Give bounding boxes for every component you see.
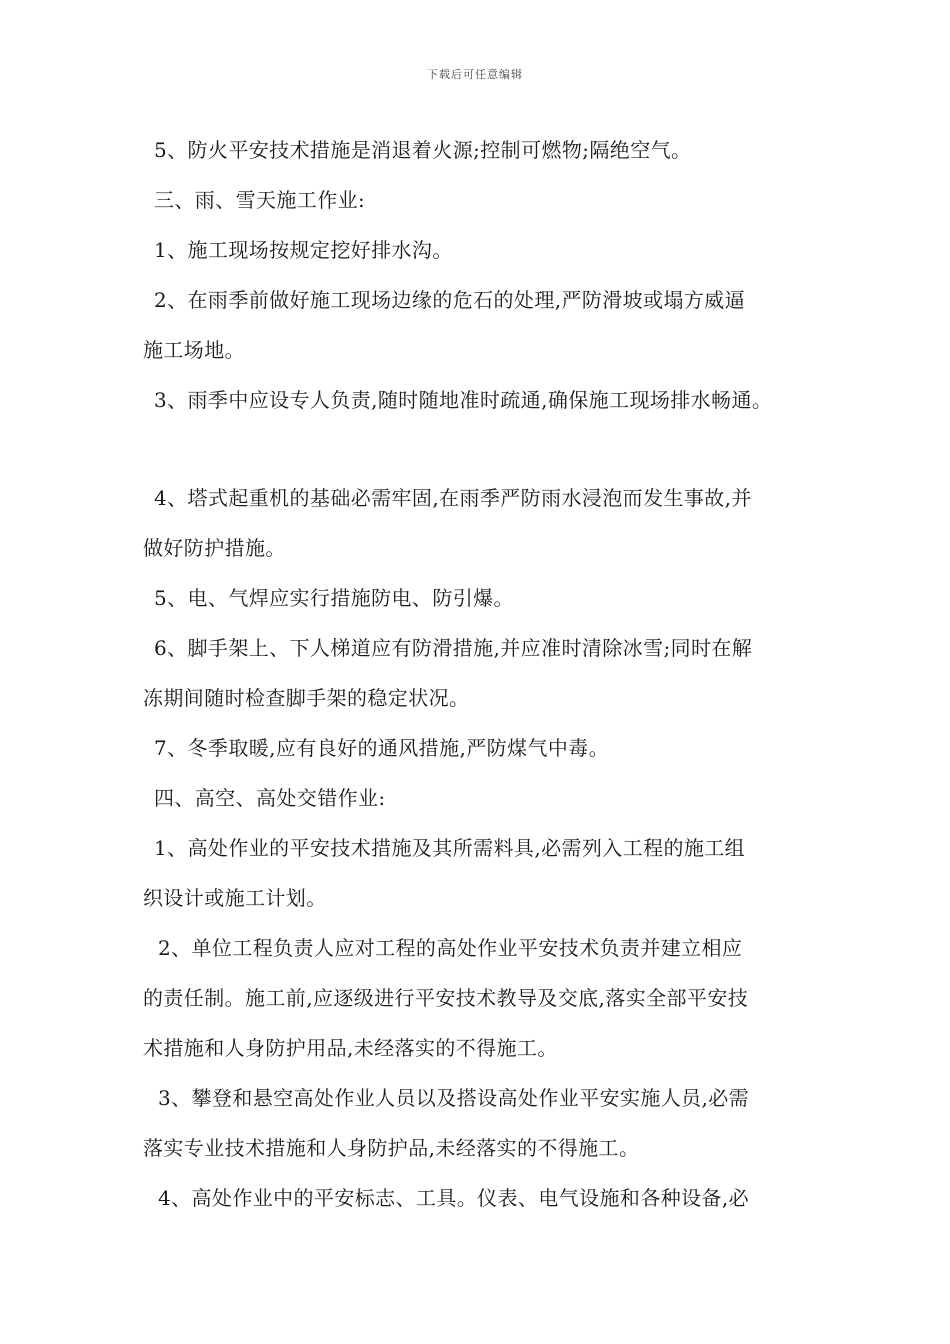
- paragraph-line: 7、冬季取暖,应有良好的通风措施,严防煤气中毒。: [154, 736, 610, 760]
- section-heading: 三、雨、雪天施工作业:: [154, 188, 366, 212]
- paragraph-line: 的责任制。施工前,应逐级进行平安技术教导及交底,落实全部平安技: [143, 986, 749, 1010]
- paragraph-line: 冻期间随时检查脚手架的稳定状况。: [143, 686, 470, 710]
- paragraph-line: 织设计或施工计划。: [143, 886, 327, 910]
- paragraph-line: 3、雨季中应设专人负责,随时随地准时疏通,确保施工现场排水畅通。: [154, 388, 773, 412]
- paragraph-line: 2、在雨季前做好施工现场边缘的危石的处理,严防滑坡或塌方威逼: [154, 288, 746, 312]
- page-header: 下载后可任意编辑: [427, 68, 523, 81]
- paragraph-line: 落实专业技术措施和人身防护品,未经落实的不得施工。: [143, 1136, 640, 1160]
- paragraph-line: 6、脚手架上、下人梯道应有防滑措施,并应准时清除冰雪;同时在解: [154, 636, 753, 660]
- paragraph-line: 做好防护措施。: [143, 536, 286, 560]
- paragraph-line: 2、单位工程负责人应对工程的高处作业平安技术负责并建立相应: [158, 936, 743, 960]
- paragraph-line: 5、防火平安技术措施是消退着火源;控制可燃物;隔绝空气。: [154, 138, 692, 162]
- paragraph-line: 1、高处作业的平安技术措施及其所需料具,必需列入工程的施工组: [154, 836, 746, 860]
- section-heading: 四、高空、高处交错作业:: [154, 786, 386, 810]
- paragraph-line: 3、攀登和悬空高处作业人员以及搭设高处作业平安实施人员,必需: [158, 1086, 750, 1110]
- paragraph-line: 术措施和人身防护用品,未经落实的不得施工。: [143, 1036, 558, 1060]
- paragraph-line: 5、电、气焊应实行措施防电、防引爆。: [154, 586, 514, 610]
- paragraph-line: 4、高处作业中的平安标志、工具。仪表、电气设施和各种设备,必: [158, 1186, 750, 1210]
- paragraph-line: 1、施工现场按规定挖好排水沟。: [154, 238, 453, 262]
- paragraph-line: 4、塔式起重机的基础必需牢固,在雨季严防雨水浸泡而发生事故,并: [154, 486, 752, 510]
- paragraph-line: 施工场地。: [143, 338, 245, 362]
